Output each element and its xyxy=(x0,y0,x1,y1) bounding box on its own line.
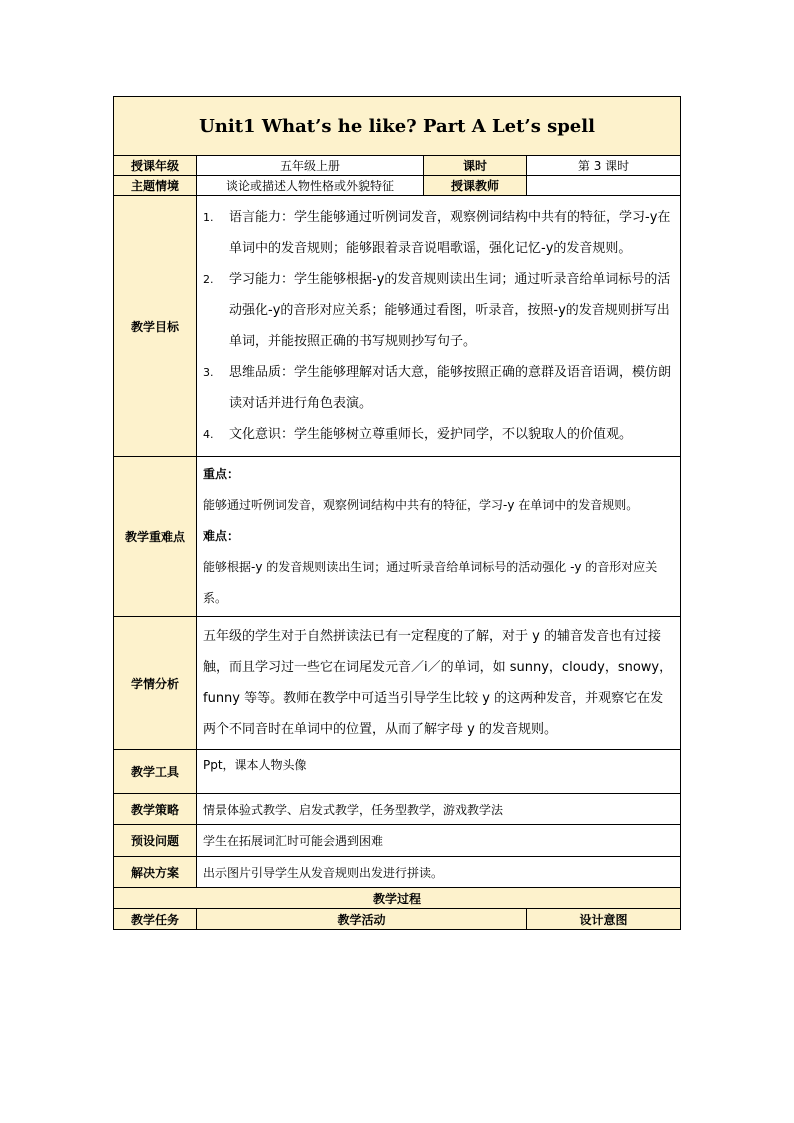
teacher-value xyxy=(527,176,681,196)
process-col-task: 教学任务 xyxy=(114,909,197,930)
objective-item xyxy=(203,264,674,357)
objective-item xyxy=(203,419,674,450)
grade-label: 授课年级 xyxy=(114,156,197,176)
key-points-content xyxy=(197,457,681,617)
process-col-activity: 教学活动 xyxy=(197,909,527,930)
objective-item xyxy=(203,357,674,419)
lesson-plan-sheet xyxy=(113,96,680,930)
teacher-label: 授课教师 xyxy=(424,176,527,196)
grade-row xyxy=(114,156,681,176)
theme-value: 谈论或描述人物性格或外貌特征 xyxy=(197,176,424,196)
objective-text: 语言能力：学生能够通过听例词发音，观察例词结构中共有的特征，学习-y在单词中的发音规则；能够跟着录音说唱歌谣，强化记忆-y的发音规则。 xyxy=(229,210,671,256)
problems-label: 预设问题 xyxy=(114,825,197,857)
objective-number: 4. xyxy=(203,428,214,441)
objectives-content xyxy=(197,196,681,457)
strategy-row xyxy=(114,794,681,825)
solutions-row xyxy=(114,857,681,888)
focus-text: 能够通过听例词发音，观察例词结构中共有的特征，学习-y 在单词中的发音规则。 xyxy=(203,498,639,512)
objectives-row xyxy=(114,196,681,457)
process-col-intent: 设计意图 xyxy=(527,909,681,930)
solutions-text: 出示图片引导学生从发音规则出发进行拼读。 xyxy=(197,857,681,888)
objective-text: 文化意识：学生能够树立尊重师长，爱护同学，不以貌取人的价值观。 xyxy=(229,427,633,442)
objectives-label: 教学目标 xyxy=(114,196,197,457)
process-heading-row xyxy=(114,888,681,909)
objective-text: 思维品质：学生能够理解对话大意，能够按照正确的意群及语音语调，模仿朗读对话并进行角色表演。 xyxy=(229,365,672,411)
objective-item xyxy=(203,202,674,264)
analysis-text: 五年级的学生对于自然拼读法已有一定程度的了解，对于 y 的辅音发音也有过接触，而且学习过一些它在词尾发元音／i／的单词，如 sunny，cloudy，snowy，funny 等等。教师在教学中可适当引导学生比较 y 的这两种发音，并观察它在发两个不同音时在单词中的位置，从而了解字母 y 的发音规则。 xyxy=(197,617,681,750)
tools-row xyxy=(114,750,681,794)
objective-number: 3. xyxy=(203,366,214,379)
objective-number: 1. xyxy=(203,211,214,224)
process-heading: 教学过程 xyxy=(114,888,681,909)
tools-text: Ppt，课本人物头像 xyxy=(197,750,681,794)
title-row xyxy=(114,97,681,156)
theme-label: 主题情境 xyxy=(114,176,197,196)
objective-text: 学习能力：学生能够根据-y的发音规则读出生词；通过听录音给单词标号的活动强化-y的音形对应关系；能够通过看图，听录音，按照-y的发音规则拼写出单词，并能按照正确的书写规则抄写句子。 xyxy=(229,272,671,349)
strategy-label: 教学策略 xyxy=(114,794,197,825)
process-columns-row xyxy=(114,909,681,930)
analysis-row xyxy=(114,617,681,750)
difficulty-heading: 难点： xyxy=(203,529,240,543)
focus-heading: 重点： xyxy=(203,467,240,481)
solutions-label: 解决方案 xyxy=(114,857,197,888)
problems-text: 学生在拓展词汇时可能会遇到困难 xyxy=(197,825,681,857)
theme-row xyxy=(114,176,681,196)
objective-number: 2. xyxy=(203,273,214,286)
strategy-text: 情景体验式教学、启发式教学，任务型教学，游戏教学法 xyxy=(197,794,681,825)
problems-row xyxy=(114,825,681,857)
grade-value: 五年级上册 xyxy=(197,156,424,176)
page-title: Unit1 What’s he like? Part A Let’s spell xyxy=(114,97,681,156)
period-value: 第 3 课时 xyxy=(527,156,681,176)
difficulty-text: 能够根据-y 的发音规则读出生词；通过听录音给单词标号的活动强化 -y 的音形对应关系。 xyxy=(203,560,658,605)
objectives-list xyxy=(203,196,674,456)
key-points-label: 教学重难点 xyxy=(114,457,197,617)
analysis-label: 学情分析 xyxy=(114,617,197,750)
lesson-plan-table xyxy=(113,96,681,930)
key-points-row xyxy=(114,457,681,617)
period-label: 课时 xyxy=(424,156,527,176)
tools-label: 教学工具 xyxy=(114,750,197,794)
